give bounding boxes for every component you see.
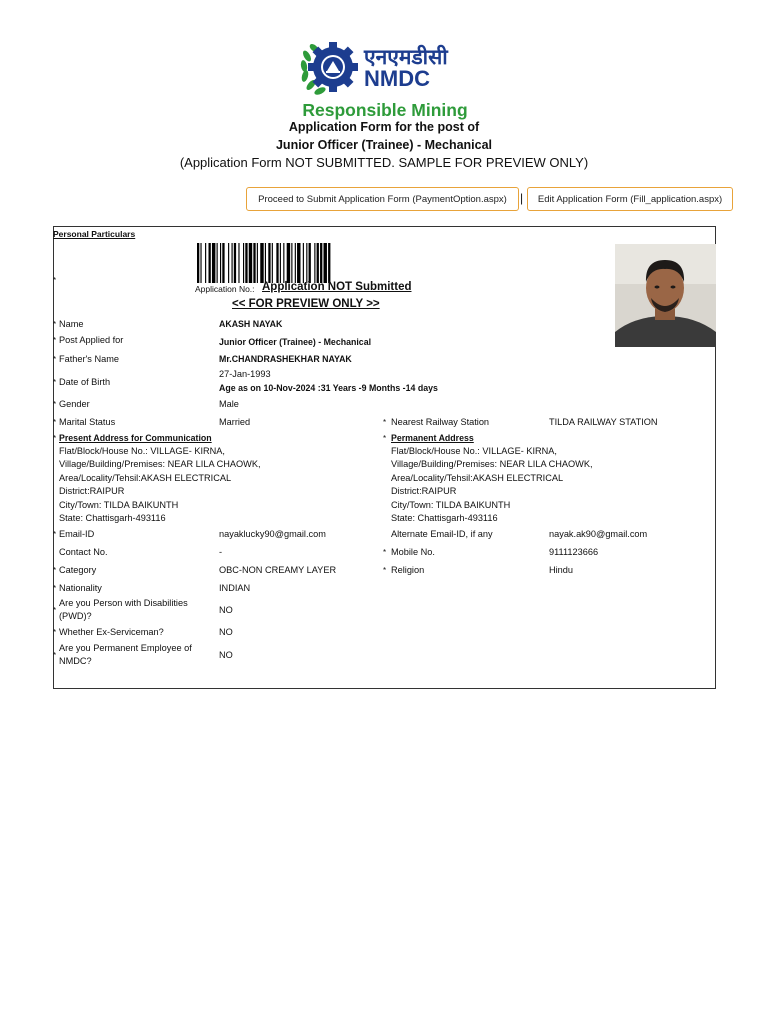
alt-email-label: Alternate Email-ID, if any — [391, 529, 493, 539]
form-title-post: Junior Officer (Trainee) - Mechanical — [275, 138, 493, 152]
mobile-label: Mobile No. — [391, 547, 435, 557]
star-marker: * — [53, 336, 57, 345]
mobile-value: 9111123666 — [549, 547, 599, 557]
present-address: Flat/Block/House No.: VILLAGE- KIRNA, Village/Building/Premises: NEAR LILA CHAOWK, Area/Locality/Tehsil:AKASH ELECTRICAL District:RAIPUR City/Town: TILDA BAIKUNTH State: Chattisgarh-493116 — [59, 446, 261, 524]
application-no-value: Application NOT Submitted — [262, 281, 412, 293]
category-label: Category — [59, 565, 97, 575]
nmdc-logo — [298, 36, 473, 120]
star-marker: * — [53, 418, 57, 427]
email-label: Email-ID — [59, 529, 95, 539]
svg-text:Responsible Mining: Responsible Mining — [302, 100, 468, 120]
father-name-label: Father's Name — [59, 354, 119, 364]
pwd-label: Are you Person with Disabilities (PWD)? — [59, 598, 188, 622]
railway-station-value: TILDA RAILWAY STATION — [549, 417, 658, 427]
nationality-value: INDIAN — [219, 583, 251, 593]
permanent-employee-value: NO — [219, 650, 233, 660]
permanent-address-label: Permanent Address — [391, 433, 474, 443]
present-address-label: Present Address for Communication — [59, 433, 212, 443]
name-value: AKASH NAYAK — [219, 319, 283, 329]
railway-station-label: Nearest Railway Station — [391, 417, 490, 427]
star-marker: * — [53, 530, 57, 539]
religion-value: Hindu — [549, 565, 574, 575]
star-marker: * — [53, 400, 57, 409]
star-marker: * — [53, 320, 57, 329]
permanent-employee-label: Are you Permanent Employee of NMDC? — [59, 643, 192, 667]
star-marker: * — [383, 566, 387, 575]
star-marker: * — [53, 434, 57, 443]
star-marker: * — [53, 584, 57, 593]
proceed-to-submit-button[interactable]: Proceed to Submit Application Form (PaymentOption.aspx) — [246, 187, 519, 211]
svg-text:एनएमडीसी: एनएमडीसी — [364, 45, 448, 69]
applicant-photo — [615, 244, 716, 347]
form-status-note: (Application Form NOT SUBMITTED. SAMPLE FOR PREVIEW ONLY) — [179, 155, 589, 170]
religion-label: Religion — [391, 565, 425, 575]
gender-value: Male — [219, 399, 239, 409]
preview-note: << FOR PREVIEW ONLY >> — [232, 298, 380, 310]
star-marker: * — [53, 651, 57, 660]
barcode-image — [197, 243, 411, 283]
dob-value: 27-Jan-1993 — [219, 369, 271, 379]
star-marker: * — [53, 566, 57, 575]
ex-serviceman-label: Whether Ex-Serviceman? — [59, 627, 164, 637]
star-marker: * — [53, 355, 57, 364]
star-marker: * — [53, 378, 57, 387]
svg-text:NMDC: NMDC — [364, 66, 430, 91]
ex-serviceman-value: NO — [219, 627, 233, 637]
permanent-address: Flat/Block/House No.: VILLAGE- KIRNA, Village/Building/Premises: NEAR LILA CHAOWK, Area/Locality/Tehsil:AKASH ELECTRICAL District:RAIPUR City/Town: TILDA BAIKUNTH State: Chattisgarh-493116 — [391, 446, 593, 524]
nationality-label: Nationality — [59, 583, 102, 593]
form-title-line1: Application Form for the post of — [288, 120, 480, 134]
post-value: Junior Officer (Trainee) - Mechanical — [219, 337, 372, 347]
name-label: Name — [59, 319, 84, 329]
pwd-value: NO — [219, 605, 233, 615]
star-marker: * — [53, 628, 57, 637]
star-marker: * — [53, 606, 57, 615]
category-value: OBC-NON CREAMY LAYER — [219, 565, 337, 575]
post-label: Post Applied for — [59, 335, 124, 345]
alt-email-value: nayak.ak90@gmail.com — [549, 529, 648, 539]
application-no-label: Application No.: — [195, 284, 255, 294]
contact-label: Contact No. — [59, 547, 108, 557]
star-marker: * — [383, 418, 387, 427]
button-separator: | — [520, 191, 524, 205]
email-value: nayaklucky90@gmail.com — [219, 529, 326, 539]
marital-status-value: Married — [219, 417, 251, 427]
marital-status-label: Marital Status — [59, 417, 116, 427]
gender-label: Gender — [59, 399, 90, 409]
section-title: Personal Particulars — [53, 229, 136, 239]
dob-label: Date of Birth — [59, 377, 111, 387]
contact-value: - — [219, 547, 223, 557]
star-marker: * — [383, 434, 387, 443]
star-marker: * — [53, 276, 57, 285]
father-name-value: Mr.CHANDRASHEKHAR NAYAK — [219, 354, 352, 364]
star-marker: * — [383, 548, 387, 557]
age-value: Age as on 10-Nov-2024 :31 Years -9 Months -14 days — [219, 383, 438, 393]
edit-application-button[interactable]: Edit Application Form (Fill_application.aspx) — [527, 187, 733, 211]
